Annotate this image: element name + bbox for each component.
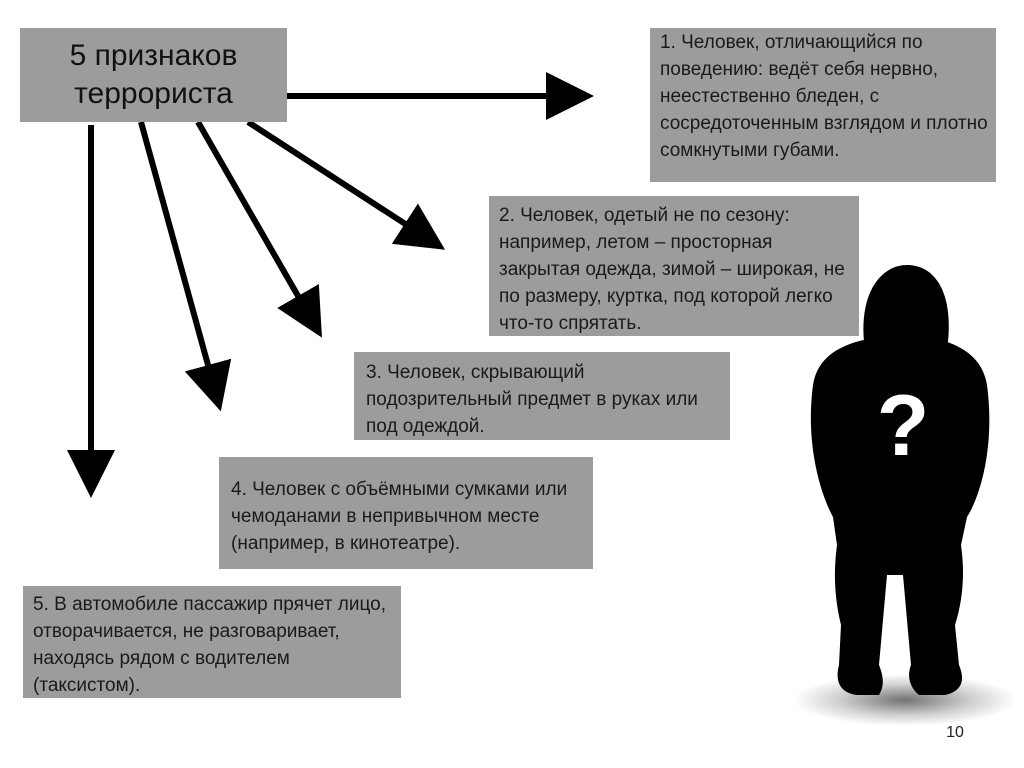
figure-shadow [795,674,1017,725]
sign-text-4: 4. Человек с объёмными сумками или чемоданами в непривычном месте (например, в кинотеатре). [231,479,568,554]
arrow-to-sign-4 [141,122,216,394]
sign-box-5 [23,586,401,698]
question-mark-symbol: ? [876,378,930,474]
title-box [20,28,287,122]
sign-box-3 [354,352,730,440]
sign-text-1: 1. Человек, отличающийся по поведению: ведёт себя нервно, неестественно бледен, с сосредоточенным взглядом и плотно сомкнутыми губами. [660,32,988,161]
diagram-title: 5 признаков террориста [69,39,238,110]
sign-box-4 [219,457,593,569]
sign-text-2: 2. Человек, одетый не по сезону: например, летом – просторная закрытая одежда, зимой – широкая, не по размеру, куртка, под которой легко что-то спрятать. [499,205,845,334]
figure-hood [863,265,948,350]
sign-text-3: 3. Человек, скрывающий подозрительный предмет в руках или под одеждой. [366,362,698,437]
page-number: 10 [946,724,964,741]
silhouette-person-question-icon [795,255,1024,725]
arrow-to-sign-2 [248,122,430,240]
sign-box-1 [650,28,996,182]
sign-text-5: 5. В автомобиле пассажир прячет лицо, отворачивается, не разговаривает, находясь рядом с водителем (таксистом). [33,594,386,696]
